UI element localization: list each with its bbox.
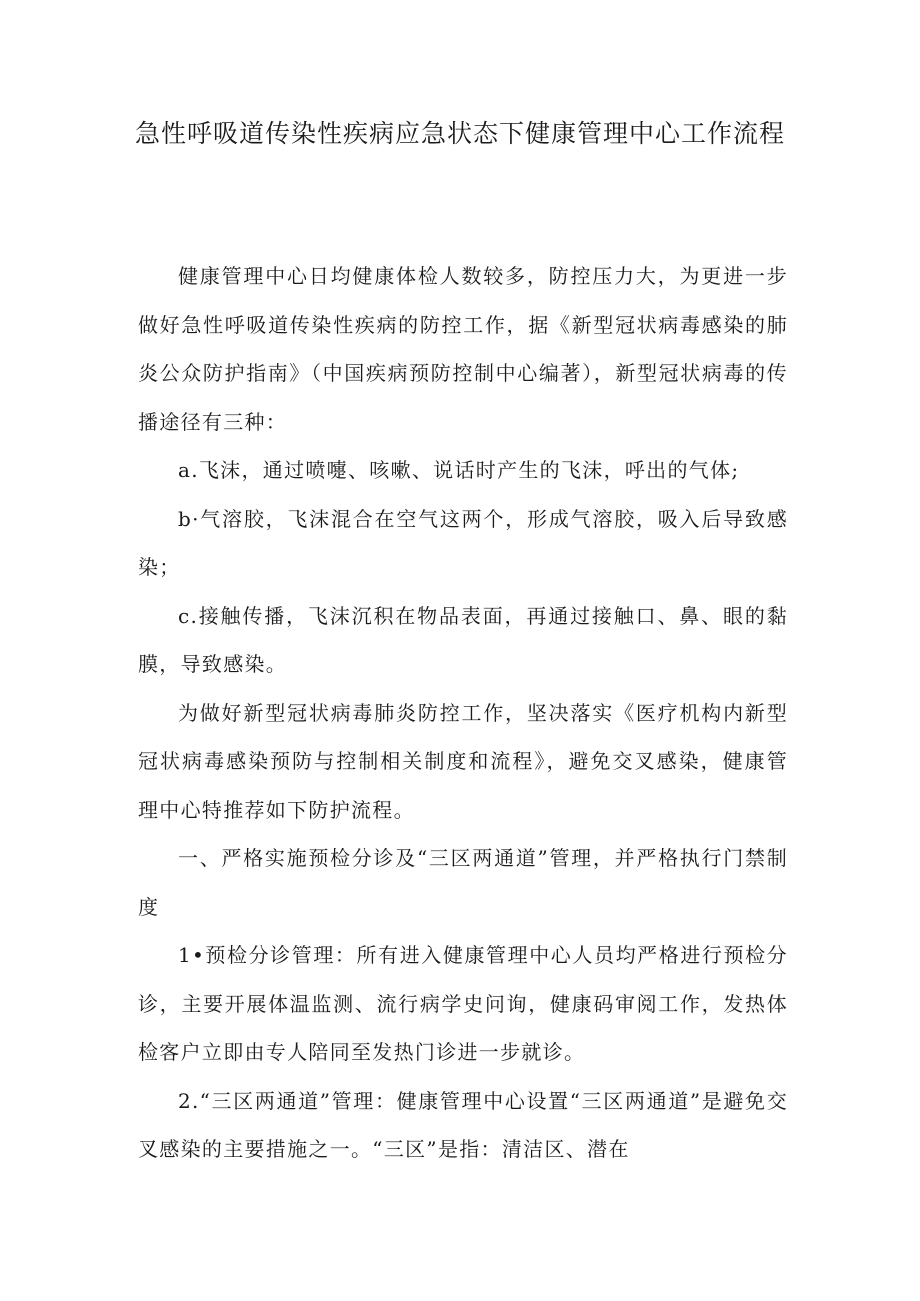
document-title: 急性呼吸道传染性疾病应急状态下健康管理中心工作流程 [134,119,785,148]
paragraph-route-b: b·气溶胶，飞沫混合在空气这两个，形成气溶胶，吸入后导致感染； [138,506,788,579]
section-heading-1: 一、严格实施预检分诊及“三区两通道”管理，并严格执行门禁制度 [138,846,788,919]
paragraph-purpose: 为做好新型冠状病毒肺炎防控工作，坚决落实《医疗机构内新型冠状病毒感染预防与控制相关制度和流程》，避免交叉感染，健康管理中心特推荐如下防护流程。 [138,700,788,822]
paragraph-item-2: 2.“三区两通道”管理：健康管理中心设置“三区两通道”是避免交叉感染的主要措施之一。“三区”是指：清洁区、潜在 [138,1088,788,1161]
document-body [138,252,788,1174]
paragraph-route-a: a.飞沫，通过喷嚏、咳嗽、说话时产生的飞沫，呼出的气体; [178,458,740,482]
paragraph-item-1: 1•预检分诊管理：所有进入健康管理中心人员均严格进行预检分诊，主要开展体温监测、流行病学史问询，健康码审阅工作，发热体检客户立即由专人陪同至发热门诊进一步就诊。 [138,943,788,1064]
paragraph-intro: 健康管理中心日均健康体检人数较多，防控压力大，为更进一步做好急性呼吸道传染性疾病的防控工作，据《新型冠状病毒感染的肺炎公众防护指南》（中国疾病预防控制中心编著），新型冠状病毒的传播途径有三种： [138,264,788,434]
paragraph-route-c: c.接触传播，飞沫沉积在物品表面，再通过接触口、鼻、眼的黏膜，导致感染。 [138,603,788,676]
